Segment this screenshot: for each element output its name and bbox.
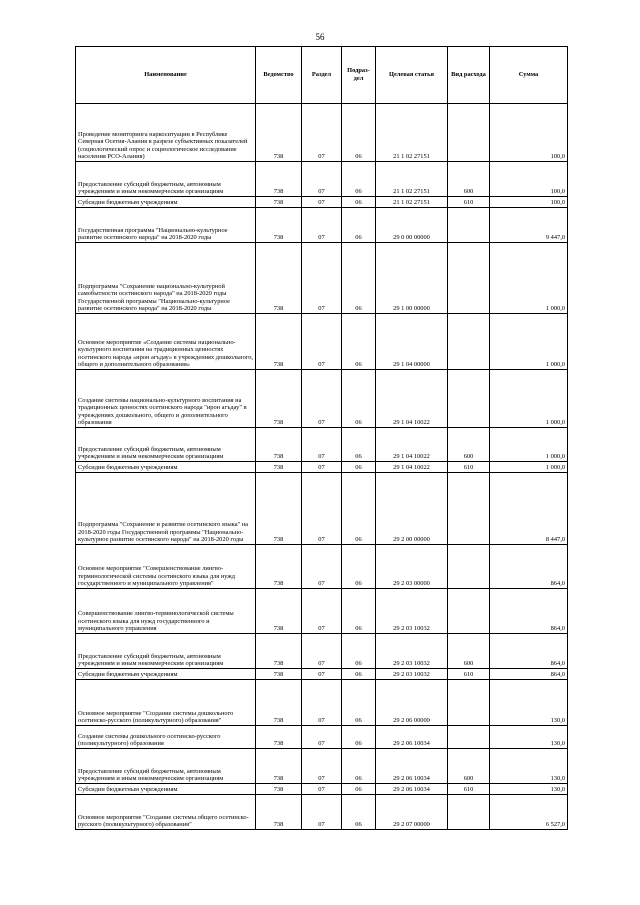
- header-sum: Сумма: [490, 47, 568, 104]
- row-subsection: 06: [342, 795, 376, 830]
- row-sum: 1 000,0: [490, 370, 568, 428]
- row-section: 07: [302, 314, 342, 370]
- row-subsection: 06: [342, 784, 376, 795]
- row-subsection: 06: [342, 680, 376, 726]
- row-target: 21 1 02 27151: [376, 197, 448, 208]
- row-sum: 100,0: [490, 104, 568, 162]
- row-dept: 738: [256, 473, 302, 545]
- header-dept: Ведомство: [256, 47, 302, 104]
- row-sum: 1 000,0: [490, 462, 568, 473]
- header-expense: Вид расхода: [448, 47, 490, 104]
- row-dept: 738: [256, 197, 302, 208]
- row-dept: 738: [256, 162, 302, 197]
- table-row: [76, 208, 568, 243]
- row-section: 07: [302, 428, 342, 462]
- row-section: 07: [302, 208, 342, 243]
- row-section: 07: [302, 784, 342, 795]
- row-name: Предоставление субсидий бюджетным, автономным учреждениям и иным некоммерческим организациям: [76, 428, 256, 462]
- page-number: 56: [315, 32, 325, 42]
- row-dept: 738: [256, 545, 302, 589]
- row-expense: 600: [448, 634, 490, 669]
- header-name: Наименование: [76, 47, 256, 104]
- row-sum: 864,0: [490, 589, 568, 634]
- row-subsection: 06: [342, 545, 376, 589]
- row-subsection: 06: [342, 197, 376, 208]
- table-row: [76, 749, 568, 784]
- row-sum: 100,0: [490, 162, 568, 197]
- row-dept: 738: [256, 784, 302, 795]
- row-target: 29 2 03 10032: [376, 669, 448, 680]
- row-subsection: 06: [342, 428, 376, 462]
- table-row: [76, 162, 568, 197]
- row-section: 07: [302, 370, 342, 428]
- table-row: [76, 314, 568, 370]
- row-target: 29 2 03 10032: [376, 634, 448, 669]
- row-expense: [448, 243, 490, 314]
- row-subsection: 06: [342, 314, 376, 370]
- row-dept: 738: [256, 669, 302, 680]
- row-dept: 738: [256, 208, 302, 243]
- row-expense: [448, 208, 490, 243]
- row-target: 29 1 00 00000: [376, 243, 448, 314]
- row-subsection: 06: [342, 589, 376, 634]
- table-row: [76, 784, 568, 795]
- row-dept: 738: [256, 243, 302, 314]
- table-row: [76, 197, 568, 208]
- row-name: Подпрограмма "Сохранение и развитие осетинского языка" на 2018-2020 годы Государственной программы "Национально-культурное развитие осетинского народа" на 2018-2020 годы: [76, 473, 256, 545]
- row-target: 29 1 04 10022: [376, 428, 448, 462]
- row-section: 07: [302, 162, 342, 197]
- row-name: Подпрограмма "Сохранение национально-культурной самобытности осетинского народа" на 2018-2020 годы Государственной программы "Национально-культурное развитие осетинского народа" на 2018-2020 годы: [76, 243, 256, 314]
- budget-table: [75, 46, 568, 830]
- row-name: Предоставление субсидий бюджетным, автономным учреждениям и иным некоммерческим организациям: [76, 749, 256, 784]
- row-name: Основное мероприятие "Создание системы дошкольного осетинско-русского (поликультурного) образования": [76, 680, 256, 726]
- row-section: 07: [302, 197, 342, 208]
- row-target: 29 2 03 00000: [376, 545, 448, 589]
- row-name: Предоставление субсидий бюджетным, автономным учреждениям и иным некоммерческим организациям: [76, 162, 256, 197]
- row-section: 07: [302, 104, 342, 162]
- table-row: [76, 370, 568, 428]
- row-dept: 738: [256, 634, 302, 669]
- row-sum: 8 447,0: [490, 473, 568, 545]
- row-target: 29 2 07 00000: [376, 795, 448, 830]
- row-target: 21 1 02 27151: [376, 104, 448, 162]
- row-sum: 6 527,0: [490, 795, 568, 830]
- row-subsection: 06: [342, 243, 376, 314]
- table-row: [76, 680, 568, 726]
- row-dept: 738: [256, 726, 302, 749]
- header-section: Раздел: [302, 47, 342, 104]
- row-dept: 738: [256, 428, 302, 462]
- row-name: Основное мероприятие "Совершенствование лингво-терминологической системы осетинского языка для нужд государственного и муниципального управления": [76, 545, 256, 589]
- row-name: Субсидии бюджетным учреждениям: [76, 462, 256, 473]
- row-dept: 738: [256, 589, 302, 634]
- row-section: 07: [302, 545, 342, 589]
- row-section: 07: [302, 726, 342, 749]
- row-name: Государственная программа "Национально-культурное развитие осетинского народа" на 2018-2020 годы: [76, 208, 256, 243]
- row-dept: 738: [256, 370, 302, 428]
- row-section: 07: [302, 680, 342, 726]
- table-row: [76, 634, 568, 669]
- row-subsection: 06: [342, 749, 376, 784]
- row-name: Совершенствование лингво-терминологической системы осетинского языка для нужд государственного и муниципального управления: [76, 589, 256, 634]
- row-section: 07: [302, 795, 342, 830]
- row-target: 21 1 02 27151: [376, 162, 448, 197]
- row-name: Создание системы национально-культурного воспитания на традиционных ценностях осетинского народа "ирон агъдау" в учреждениях дошкольного, общего и дополнительного образования: [76, 370, 256, 428]
- table-row: [76, 726, 568, 749]
- row-sum: 130,0: [490, 680, 568, 726]
- table-row: [76, 243, 568, 314]
- row-target: 29 2 03 10032: [376, 589, 448, 634]
- row-subsection: 06: [342, 162, 376, 197]
- row-expense: 610: [448, 197, 490, 208]
- table-row: [76, 462, 568, 473]
- row-name: Предоставление субсидий бюджетным, автономным учреждениям и иным некоммерческим организациям: [76, 634, 256, 669]
- table-row: [76, 795, 568, 830]
- row-expense: 610: [448, 784, 490, 795]
- row-sum: 9 447,0: [490, 208, 568, 243]
- row-name: Основное мероприятие «Создание системы национально-культурного воспитания на традиционных ценностях осетинского народа «ирон агъдау» в учреждениях дошкольного, общего и дополнительного образования»: [76, 314, 256, 370]
- header-target: Целевая статья: [376, 47, 448, 104]
- row-subsection: 06: [342, 669, 376, 680]
- row-expense: [448, 314, 490, 370]
- row-sum: 100,0: [490, 197, 568, 208]
- row-subsection: 06: [342, 104, 376, 162]
- row-subsection: 06: [342, 473, 376, 545]
- row-section: 07: [302, 589, 342, 634]
- row-dept: 738: [256, 314, 302, 370]
- row-target: 29 2 06 10034: [376, 726, 448, 749]
- row-sum: 130,0: [490, 726, 568, 749]
- row-expense: [448, 589, 490, 634]
- table-row: [76, 589, 568, 634]
- row-expense: [448, 473, 490, 545]
- table-row: [76, 545, 568, 589]
- row-name: Основное мероприятие "Создание системы общего осетинско-русского (поликультурного) образования": [76, 795, 256, 830]
- table-row: [76, 669, 568, 680]
- row-sum: 1 000,0: [490, 314, 568, 370]
- row-sum: 1 000,0: [490, 243, 568, 314]
- row-section: 07: [302, 669, 342, 680]
- row-section: 07: [302, 634, 342, 669]
- row-expense: [448, 726, 490, 749]
- row-target: 29 2 06 10034: [376, 784, 448, 795]
- table-row: [76, 104, 568, 162]
- row-expense: [448, 104, 490, 162]
- row-subsection: 06: [342, 634, 376, 669]
- row-subsection: 06: [342, 370, 376, 428]
- row-target: 29 2 06 00000: [376, 680, 448, 726]
- row-name: Создание системы дошкольного осетинско-русского (поликультурного) образования: [76, 726, 256, 749]
- row-expense: 610: [448, 669, 490, 680]
- row-dept: 738: [256, 104, 302, 162]
- row-expense: 600: [448, 749, 490, 784]
- row-section: 07: [302, 749, 342, 784]
- row-sum: 864,0: [490, 634, 568, 669]
- row-section: 07: [302, 462, 342, 473]
- row-sum: 864,0: [490, 545, 568, 589]
- row-dept: 738: [256, 795, 302, 830]
- row-sum: 864,0: [490, 669, 568, 680]
- row-target: 29 1 04 10022: [376, 370, 448, 428]
- row-target: 29 1 04 10022: [376, 462, 448, 473]
- row-expense: [448, 545, 490, 589]
- row-expense: [448, 370, 490, 428]
- row-target: 29 1 04 00000: [376, 314, 448, 370]
- row-target: 29 2 06 10034: [376, 749, 448, 784]
- row-dept: 738: [256, 680, 302, 726]
- row-dept: 738: [256, 749, 302, 784]
- row-sum: 130,0: [490, 749, 568, 784]
- row-subsection: 06: [342, 208, 376, 243]
- row-name: Проведение мониторинга наркоситуации в Республике Северная Осетия-Алания в разрезе субъективных показателей (социологический опрос и социологическое исследование населения РСО-Алания): [76, 104, 256, 162]
- row-target: 29 2 00 00000: [376, 473, 448, 545]
- row-expense: 600: [448, 428, 490, 462]
- row-target: 29 0 00 00000: [376, 208, 448, 243]
- row-sum: 130,0: [490, 784, 568, 795]
- row-section: 07: [302, 473, 342, 545]
- table-header-row: [76, 47, 568, 104]
- row-expense: 600: [448, 162, 490, 197]
- header-subsection: Подраз-дел: [342, 47, 376, 104]
- row-name: Субсидии бюджетным учреждениям: [76, 669, 256, 680]
- table-row: [76, 473, 568, 545]
- row-subsection: 06: [342, 462, 376, 473]
- row-name: Субсидии бюджетным учреждениям: [76, 784, 256, 795]
- table-row: [76, 428, 568, 462]
- row-name: Субсидии бюджетным учреждениям: [76, 197, 256, 208]
- row-dept: 738: [256, 462, 302, 473]
- row-subsection: 06: [342, 726, 376, 749]
- row-expense: [448, 795, 490, 830]
- row-expense: 610: [448, 462, 490, 473]
- row-section: 07: [302, 243, 342, 314]
- row-expense: [448, 680, 490, 726]
- row-sum: 1 000,0: [490, 428, 568, 462]
